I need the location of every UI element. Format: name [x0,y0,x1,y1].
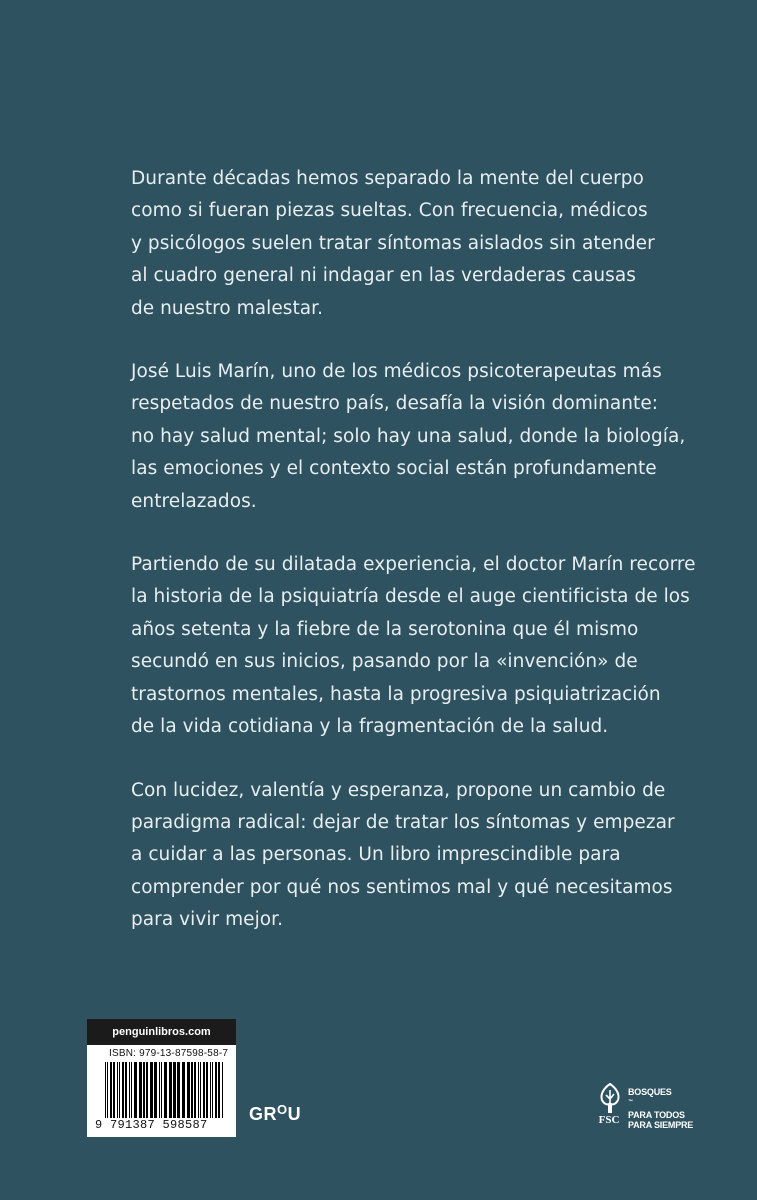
blurb-line: José Luis Marín, uno de los médicos psicoterapeutas más [131,361,662,383]
barcode-bar [210,1062,211,1118]
barcode-bar [212,1062,213,1118]
barcode-bar [182,1062,185,1118]
fsc-tagline [628,1087,693,1130]
barcode-bar [159,1062,160,1118]
fsc-line-3: PARA SIEMPRE [628,1120,694,1130]
barcode-bar [161,1062,162,1118]
blurb-line: entrelazados. [131,490,257,512]
blurb-line: comprender por qué nos sentimos mal y qué necesitamos [131,876,673,898]
fsc-line-1-text: BOSQUES [628,1087,672,1097]
barcode-bar [125,1062,127,1118]
barcode-bar [134,1062,137,1118]
barcode-bar [154,1062,157,1118]
barcode-bars [105,1062,223,1118]
blurb-line: y psicólogos suelen tratar síntomas aislados sin atender [131,232,655,254]
barcode-bar [215,1062,217,1118]
publisher-logo-text: GR [249,1104,277,1124]
barcode-bar [143,1062,145,1118]
barcode-bar [169,1062,172,1118]
blurb-paragraph-4 [131,775,711,937]
fsc-logo [596,1082,706,1128]
ean-digits: 9 791387 598587 [95,1118,208,1132]
barcode-bar [122,1062,124,1118]
blurb-line: secundó en sus inicios, pasando por la «invención» de [131,651,638,673]
barcode-bar [119,1062,120,1118]
blurb-line: paradigma radical: dejar de tratar los síntomas y empezar [131,811,675,833]
barcode-bar [218,1062,220,1118]
blurb-line: Partiendo de su dilatada experiencia, el doctor Marín recorre [131,554,696,576]
publisher-logo [249,1102,301,1125]
fsc-abbreviation: FSC [598,1114,620,1126]
barcode-bar [150,1062,153,1118]
barcode-bar [105,1062,106,1118]
barcode-bar [117,1062,118,1118]
publisher-logo-o: O [277,1102,288,1117]
blurb-line: las emociones y el contexto social están profundamente [131,458,657,480]
fsc-line-1 [628,1087,693,1110]
trademark-mark: ™ [628,1099,633,1105]
barcode-bar [113,1062,115,1118]
barcode-bar [107,1062,108,1118]
blurb-line: Durante décadas hemos separado la mente del cuerpo [131,168,644,189]
barcode-bar [194,1062,196,1118]
blurb-paragraph-3 [131,549,711,743]
barcode-bar [129,1062,130,1118]
blurb-text [131,163,711,937]
barcode-bar [206,1062,208,1118]
blurb-paragraph-2 [131,356,711,518]
blurb-line: la historia de la psiquiatría desde el auge cientificista de los [131,586,690,608]
blurb-line: para vivir mejor. [131,909,284,931]
barcode-bar [177,1062,180,1118]
barcode-bar [200,1062,201,1118]
blurb-line: como si fueran piezas sueltas. Con frecuencia, médicos [131,200,648,222]
barcode-bar [173,1062,176,1118]
barcode-block [87,1019,236,1137]
barcode-bar [191,1062,193,1118]
barcode-bar [146,1062,148,1118]
barcode-bar [187,1062,190,1118]
barcode-bar [164,1062,167,1118]
blurb-line: trastornos mentales, hasta la progresiva psiquiatrización [131,683,661,705]
barcode-bar [198,1062,199,1118]
blurb-line: a cuidar a las personas. Un libro imprescindible para [131,844,621,866]
fsc-line-2: PARA TODOS [628,1110,685,1120]
barcode-bar [203,1062,205,1118]
isbn-label: ISBN: 979-13-87598-58-7 [109,1048,229,1059]
barcode-bar [110,1062,112,1118]
barcode-bar [139,1062,142,1118]
fsc-tree-icon [596,1082,624,1114]
website-label: penguinlibros.com [87,1019,236,1045]
barcode-bar [131,1062,132,1118]
blurb-line: de la vida cotidiana y la fragmentación de la salud. [131,716,609,738]
blurb-line: años setenta y la fiebre de la serotonina que él mismo [131,618,639,640]
blurb-line: no hay salud mental; solo hay una salud, donde la biología, [131,425,686,447]
blurb-line: Con lucidez, valentía y esperanza, propone un cambio de [131,779,666,801]
blurb-line: de nuestro malestar. [131,297,324,319]
barcode-bar [222,1062,223,1118]
blurb-paragraph-1 [131,163,711,325]
publisher-logo-text-end: U [287,1104,302,1124]
blurb-line: respetados de nuestro país, desafía la visión dominante: [131,393,659,415]
blurb-line: al cuadro general ni indagar en las verdaderas causas [131,265,636,287]
